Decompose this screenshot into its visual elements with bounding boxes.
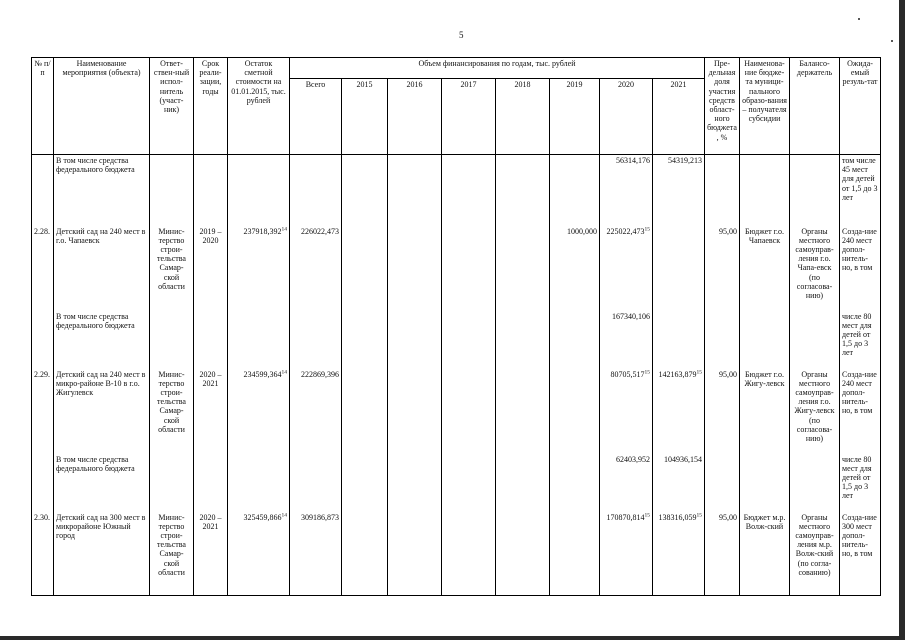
- cell-balance: 234599,364$^{14}$: [228, 369, 290, 454]
- row-responsible: Минис-терство строи-тельства Самар-ской области: [150, 369, 194, 454]
- row-num: 2.28.: [32, 226, 54, 311]
- header-year-2019: 2019: [550, 79, 600, 155]
- row-name: В том числе средства федерального бюджета: [54, 311, 150, 369]
- row-name: В том числе средства федерального бюджета: [54, 155, 150, 226]
- cell-2019: [550, 369, 600, 454]
- header-year-2017: 2017: [442, 79, 496, 155]
- table-row: [32, 226, 881, 311]
- cell-share: 95,00: [705, 226, 740, 311]
- cell-2019: [550, 512, 600, 596]
- cell-2020: 170870,814$^{15}$: [600, 512, 653, 596]
- row-term: 2019 – 2020: [194, 226, 228, 311]
- table-row: [32, 454, 881, 512]
- scan-right-edge: [899, 0, 905, 640]
- cell-2020: 56314,176: [600, 155, 653, 226]
- row-responsible: Минис-терство строи-тельства Самар-ской области: [150, 512, 194, 596]
- cell-total: 222869,396: [290, 369, 342, 454]
- header-num: № п/п: [32, 58, 54, 155]
- row-result: числе 80 мест для детей от 1,5 до 3 лет: [840, 311, 881, 369]
- header-year-2020: 2020: [600, 79, 653, 155]
- table-row: [32, 369, 881, 454]
- cell-2020: 167340,106: [600, 311, 653, 369]
- scan-speck: [891, 40, 893, 42]
- row-name: Детский сад на 300 мест в микрорайоне Южный город: [54, 512, 150, 596]
- header-year-2018: 2018: [496, 79, 550, 155]
- header-term: Срок реали-зации, годы: [194, 58, 228, 155]
- cell-share: 95,00: [705, 369, 740, 454]
- header-financing: Объем финансирования по годам, тыс. рублей: [290, 58, 705, 79]
- header-balance: Остаток сметной стоимости на 01.01.2015, тыс. рублей: [228, 58, 290, 155]
- cell-2021: 54319,213: [653, 155, 705, 226]
- row-term: 2020 – 2021: [194, 512, 228, 596]
- row-name: Детский сад на 240 мест в г.о. Чапаевск: [54, 226, 150, 311]
- row-budget: Бюджет г.о. Чапаевск: [740, 226, 790, 311]
- row-result: том числе 45 мест для детей от 1,5 до 3 лет: [840, 155, 881, 226]
- cell-2021: [653, 226, 705, 311]
- cell-balance: 237918,392$^{14}$: [228, 226, 290, 311]
- row-result: числе 80 мест для детей от 1,5 до 3 лет: [840, 454, 881, 512]
- header-result: Ожида-емый резуль-тат: [840, 58, 881, 155]
- cell-2020: 62403,952: [600, 454, 653, 512]
- header-year-2021: 2021: [653, 79, 705, 155]
- cell-2020: 80705,517$^{15}$: [600, 369, 653, 454]
- financing-table: [31, 57, 881, 596]
- row-name: Детский сад на 240 мест в микро-районе В-10 в г.о. Жигулевск: [54, 369, 150, 454]
- page-number: 5: [459, 30, 464, 40]
- row-holder: Органы местного самоуправ-ления г.о. Чапа-евск (по согласова-нию): [790, 226, 840, 311]
- row-term: 2020 – 2021: [194, 369, 228, 454]
- row-result: Созда-ние 240 мест допол-нитель-но, в том: [840, 226, 881, 311]
- header-budget: Наименова-ние бюдже-та муници-пального образо-вания – получателя субсидии: [740, 58, 790, 155]
- table-row: [32, 311, 881, 369]
- row-budget: Бюджет г.о. Жигу-левск: [740, 369, 790, 454]
- scan-speck: [858, 18, 860, 20]
- header-responsible: Ответ-ствен-ный испол-нитель (участ-ник): [150, 58, 194, 155]
- row-result: Созда-ние 240 мест допол-нитель-но, в том: [840, 369, 881, 454]
- header-year-2015: 2015: [342, 79, 388, 155]
- row-budget: Бюджет м.р. Волж-ский: [740, 512, 790, 596]
- cell-2020: 225022,473$^{15}$: [600, 226, 653, 311]
- cell-total: 309186,873: [290, 512, 342, 596]
- cell-total: 226022,473: [290, 226, 342, 311]
- header-name: Наименование мероприятия (объекта): [54, 58, 150, 155]
- cell-2021: 138316,059$^{15}$: [653, 512, 705, 596]
- row-result: Созда-ние 300 мест допол-нитель-но, в том: [840, 512, 881, 596]
- row-holder: Органы местного самоуправ-ления м.р. Волж-ский (по согла-сованию): [790, 512, 840, 596]
- cell-share: 95,00: [705, 512, 740, 596]
- cell-2021: 142163,879$^{15}$: [653, 369, 705, 454]
- cell-2021: [653, 311, 705, 369]
- row-holder: Органы местного самоуправ-ления г.о. Жигу-левск (по согласова-нию): [790, 369, 840, 454]
- table-row: [32, 512, 881, 596]
- row-name: В том числе средства федерального бюджета: [54, 454, 150, 512]
- row-num: 2.30.: [32, 512, 54, 596]
- cell-balance: 325459,866$^{14}$: [228, 512, 290, 596]
- scan-bottom-edge: [0, 636, 905, 640]
- header-total: Всего: [290, 79, 342, 155]
- header-holder: Балансо-держатель: [790, 58, 840, 155]
- cell-2019: 1000,000: [550, 226, 600, 311]
- row-responsible: Минис-терство строи-тельства Самар-ской области: [150, 226, 194, 311]
- cell-2021: 104936,154: [653, 454, 705, 512]
- table-row: [32, 155, 881, 226]
- header-year-2016: 2016: [388, 79, 442, 155]
- row-num: 2.29.: [32, 369, 54, 454]
- header-share: Пре-дельная доля участия средств област-ного бюджета, %: [705, 58, 740, 155]
